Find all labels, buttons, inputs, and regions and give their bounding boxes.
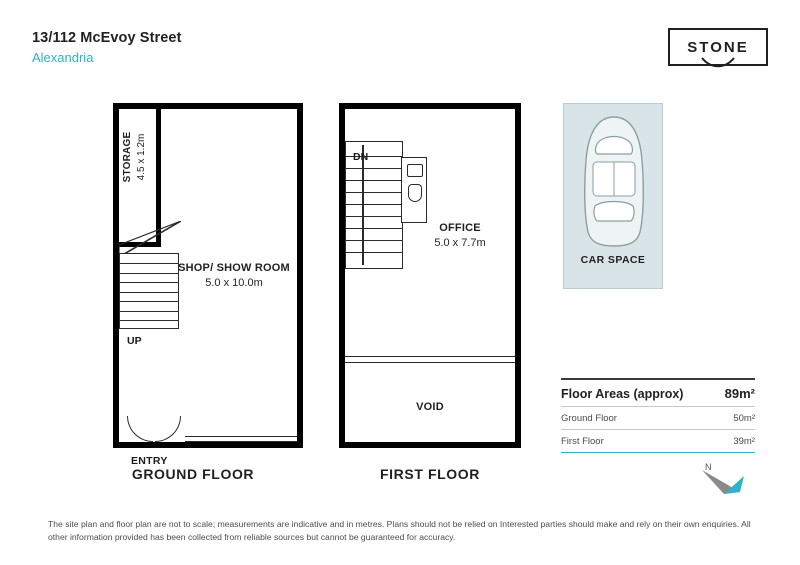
storage-room-name: STORAGE	[122, 131, 133, 183]
areas-row-first-label: First Floor	[561, 435, 604, 447]
ground-floor-plan	[113, 103, 303, 467]
stair-direction-up-label: UP	[127, 335, 142, 347]
areas-row-ground-label: Ground Floor	[561, 412, 617, 424]
void-label	[375, 400, 485, 415]
void-divider	[345, 356, 515, 363]
shop-showroom-label	[149, 261, 319, 291]
car-space-panel	[563, 103, 663, 289]
office-name: OFFICE	[439, 222, 481, 234]
areas-row-first-value: 39m²	[733, 435, 755, 447]
areas-total-row	[561, 380, 755, 406]
floor-areas-panel	[561, 378, 755, 453]
brand-logo-label: STONE	[687, 38, 749, 56]
north-arrow-icon	[700, 464, 758, 498]
shop-showroom-dims: 5.0 x 10.0m	[205, 276, 263, 289]
areas-total-value: 89m²	[724, 385, 755, 401]
first-floor-title: FIRST FLOOR	[380, 466, 480, 482]
ground-floor-title: GROUND FLOOR	[131, 466, 255, 482]
office-label	[395, 221, 525, 251]
toilet-icon	[408, 184, 422, 202]
storage-room-label	[121, 117, 149, 197]
areas-row-first	[561, 430, 755, 452]
car-icon	[576, 114, 652, 248]
areas-row-ground-value: 50m²	[733, 412, 755, 424]
brand-logo	[668, 28, 768, 66]
areas-title: Floor Areas (approx)	[561, 386, 684, 401]
storage-room-dims: 4.5 x 1.2m	[136, 133, 147, 181]
basin-icon	[407, 164, 423, 177]
void-name: VOID	[416, 401, 444, 413]
shop-showroom-name: SHOP/ SHOW ROOM	[178, 262, 290, 274]
stair-diagonal-ground-icon	[119, 221, 181, 257]
north-letter-label: N	[705, 462, 712, 472]
shopfront-window	[185, 436, 297, 442]
disclaimer-text: The site plan and floor plan are not to scale; measurements are indicative and in metres. Plans should not be relied on Interested parties should make and rely on their own enquiries. All other information provided has been collected from reliable sources but cannot be guaranteed for accuracy.	[48, 519, 751, 543]
car-space-label: CAR SPACE	[580, 254, 646, 266]
stair-direction-down-label: DN	[353, 151, 369, 163]
areas-divider-bottom	[561, 452, 755, 454]
brand-swoosh-icon	[701, 57, 735, 71]
stair-direction-arrow-icon	[362, 145, 364, 265]
first-floor-plan	[339, 103, 521, 448]
areas-row-ground	[561, 407, 755, 429]
office-dims: 5.0 x 7.7m	[434, 236, 486, 249]
header-address	[32, 30, 182, 65]
suburb-label: Alexandria	[32, 50, 94, 65]
entry-label: ENTRY	[131, 455, 168, 467]
page-title: 13/112 McEvoy Street	[32, 30, 182, 46]
bathroom-fixtures	[401, 157, 427, 223]
